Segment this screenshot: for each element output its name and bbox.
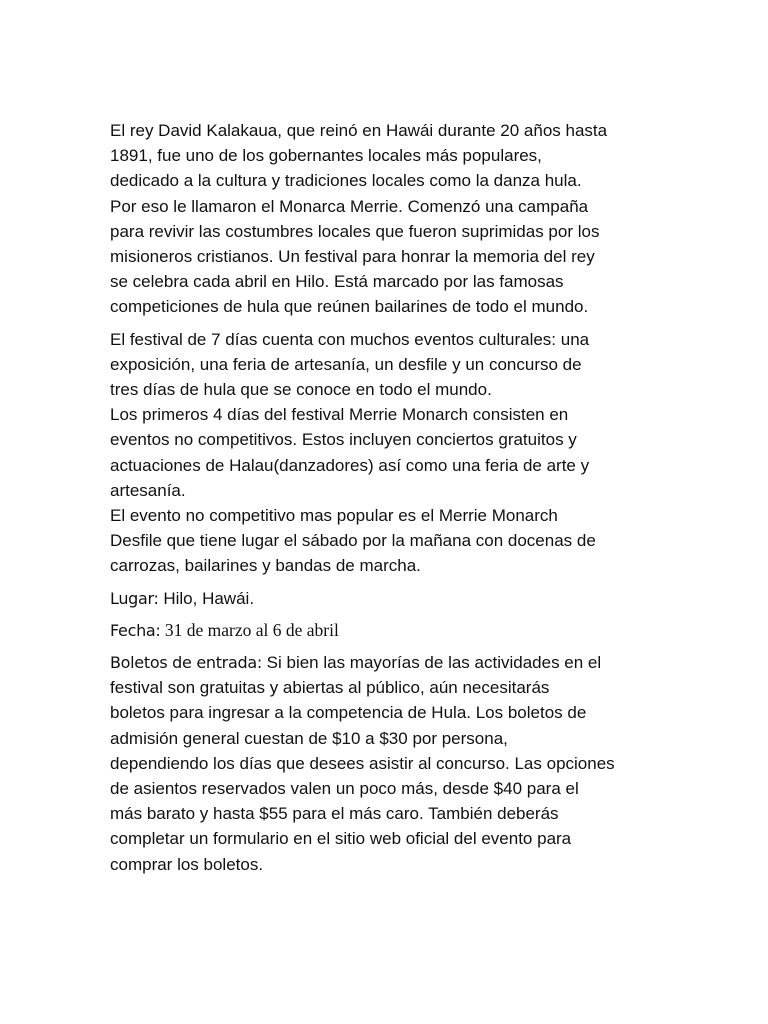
- text-line: El evento no competitivo mas popular es el Merrie Monarch: [110, 506, 558, 526]
- text-line: competiciones de hula que reúnen bailarines de todo el mundo.: [110, 297, 589, 317]
- text-line: se celebra cada abril en Hilo. Está marcado por las famosas: [110, 272, 564, 292]
- text-line: completar un formulario en el sitio web oficial del evento para: [110, 829, 572, 849]
- text-line: [110, 618, 670, 643]
- location-value: Hilo, Hawái.: [158, 588, 255, 608]
- text-line: boletos para ingresar a la competencia de Hula. Los boletos de: [110, 703, 587, 723]
- text-line: dependiendo los días que desees asistir al concurso. Las opciones: [110, 753, 615, 773]
- paragraph-tickets: [110, 650, 670, 877]
- tickets-label: Boletos de entrada:: [110, 653, 262, 673]
- text-line: tres días de hula que se conoce en todo el mundo.: [110, 380, 492, 400]
- text-line: eventos no competitivos. Estos incluyen conciertos gratuitos y: [110, 430, 577, 450]
- date-label: Fecha:: [110, 620, 161, 640]
- text-line: comprar los boletos.: [110, 854, 264, 874]
- date-value: 31 de marzo al 6 de abril: [160, 619, 339, 640]
- text-line: admisión general cuestan de $10 a $30 por persona,: [110, 728, 508, 748]
- text-line: [110, 650, 670, 675]
- text-line: [110, 586, 670, 611]
- text-line: Desfile que tiene lugar el sábado por la mañana con docenas de: [110, 531, 596, 551]
- text-line: El rey David Kalakaua, que reinó en Hawái durante 20 años hasta: [110, 121, 608, 140]
- tickets-first-line: Si bien las mayorías de las actividades en el: [261, 653, 602, 673]
- text-line: más barato y hasta $55 para el más caro. También deberás: [110, 804, 559, 824]
- text-line: misioneros cristianos. Un festival para honrar la memoria del rey: [110, 247, 595, 267]
- paragraph-date: [110, 618, 670, 643]
- text-line: 1891, fue uno de los gobernantes locales más populares,: [110, 146, 542, 166]
- text-line: dedicado a la cultura y tradiciones locales como la danza hula.: [110, 171, 582, 191]
- text-line: El festival de 7 días cuenta con muchos eventos culturales: una: [110, 329, 590, 349]
- paragraph-festival-events: [110, 327, 670, 579]
- text-line: festival son gratuitas y abiertas al público, aún necesitarás: [110, 678, 550, 698]
- text-line: actuaciones de Halau(danzadores) así como una feria de arte y: [110, 455, 590, 475]
- document-page: [110, 118, 670, 884]
- text-line: artesanía.: [110, 480, 186, 500]
- paragraph-location: [110, 586, 670, 611]
- text-line: carrozas, bailarines y bandas de marcha.: [110, 556, 421, 576]
- text-line: Por eso le llamaron el Monarca Merrie. Comenzó una campaña: [110, 196, 589, 216]
- text-line: Los primeros 4 días del festival Merrie Monarch consisten en: [110, 405, 569, 425]
- text-line: exposición, una feria de artesanía, un desfile y un concurso de: [110, 354, 582, 374]
- paragraph-history: [110, 118, 670, 320]
- location-label: Lugar:: [110, 588, 159, 608]
- text-line: para revivir las costumbres locales que fueron suprimidas por los: [110, 221, 600, 241]
- text-line: de asientos reservados valen un poco más, desde $40 para el: [110, 779, 579, 799]
